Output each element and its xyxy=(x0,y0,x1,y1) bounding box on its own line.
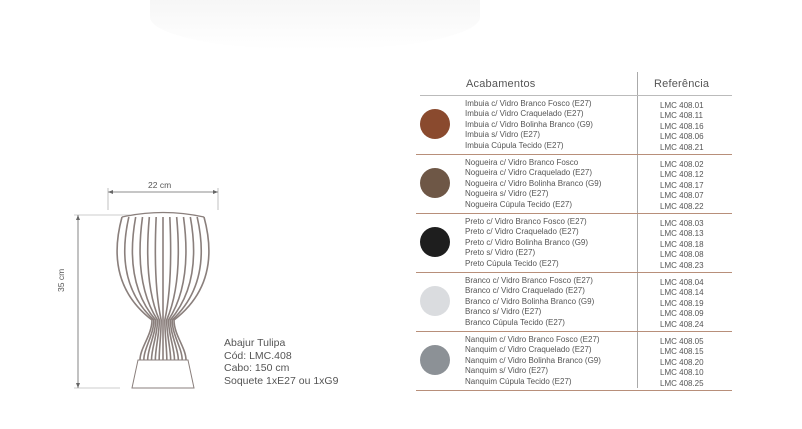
reference-code: LMC 408.08 xyxy=(660,250,704,260)
finish-item: Preto c/ Vidro Bolinha Branco (G9) xyxy=(465,237,589,247)
reference-code: LMC 408.06 xyxy=(660,132,704,142)
reference-code: LMC 408.12 xyxy=(660,170,704,180)
lamp-rib xyxy=(117,217,152,360)
product-code: Cód: LMC.408 xyxy=(224,349,292,362)
finish-group xyxy=(416,273,732,332)
color-swatch xyxy=(420,345,450,375)
reference-list xyxy=(660,337,704,389)
finish-group xyxy=(416,155,732,214)
reference-code: LMC 408.09 xyxy=(660,309,704,319)
finish-list xyxy=(465,276,594,328)
finish-item: Preto c/ Vidro Branco Fosco (E27) xyxy=(465,217,587,226)
width-dimension-label: 22 cm xyxy=(148,180,172,190)
reference-code: LMC 408.14 xyxy=(660,288,704,298)
color-swatch xyxy=(420,168,450,198)
product-cable: Cabo: 150 cm xyxy=(224,362,290,374)
finish-item: Preto s/ Vidro (E27) xyxy=(465,248,536,258)
finishes-table xyxy=(416,72,732,391)
finish-item: Imbuia s/ Vidro (E27) xyxy=(465,130,540,140)
reference-code: LMC 408.03 xyxy=(660,219,704,228)
lamp-rib xyxy=(174,217,209,360)
finish-group xyxy=(416,214,732,273)
finish-item: Nanquim c/ Vidro Bolinha Branco (G9) xyxy=(465,355,601,365)
height-dimension-label: 35 cm xyxy=(56,268,66,292)
finish-item: Nanquim c/ Vidro Branco Fosco (E27) xyxy=(465,335,600,344)
reference-code: LMC 408.20 xyxy=(660,357,704,367)
finish-item: Nogueira c/ Vidro Craquelado (E27) xyxy=(465,168,593,178)
reference-code: LMC 408.16 xyxy=(660,121,704,131)
reference-code: LMC 408.25 xyxy=(660,378,704,388)
reference-code: LMC 408.02 xyxy=(660,160,704,169)
finish-item: Preto c/ Vidro Craquelado (E27) xyxy=(465,227,579,237)
reference-code: LMC 408.04 xyxy=(660,278,704,287)
lamp-rib xyxy=(125,217,154,360)
reference-code: LMC 408.15 xyxy=(660,347,704,357)
color-swatch xyxy=(420,286,450,316)
finish-item: Nanquim c/ Vidro Craquelado (E27) xyxy=(465,345,592,355)
product-socket: Soquete 1xE27 ou 1xG9 xyxy=(224,374,339,387)
finish-item: Nogueira c/ Vidro Branco Fosco xyxy=(465,158,579,167)
reference-code: LMC 408.05 xyxy=(660,337,704,346)
finish-item: Nogueira Cúpula Tecido (E27) xyxy=(465,199,573,209)
finish-item: Nanquim Cúpula Tecido (E27) xyxy=(465,376,572,386)
finish-item: Imbuia Cúpula Tecido (E27) xyxy=(465,140,564,150)
reference-code: LMC 408.24 xyxy=(660,319,704,329)
reference-code: LMC 408.17 xyxy=(660,180,704,190)
finish-item: Nogueira c/ Vidro Bolinha Branco (G9) xyxy=(465,178,602,188)
lamp-illustration xyxy=(56,170,240,400)
table-header xyxy=(416,72,732,96)
finish-list xyxy=(465,158,601,210)
finish-item: Branco s/ Vidro (E27) xyxy=(465,307,542,317)
reference-list xyxy=(660,101,704,153)
finish-item: Imbuia c/ Vidro Branco Fosco (E27) xyxy=(465,99,592,108)
finish-list xyxy=(465,217,588,269)
finish-item: Nogueira s/ Vidro (E27) xyxy=(465,189,549,199)
reference-list xyxy=(660,219,704,271)
reference-code: LMC 408.23 xyxy=(660,260,704,270)
finish-list xyxy=(465,335,601,387)
reference-code: LMC 408.22 xyxy=(660,201,704,211)
color-swatch xyxy=(420,109,450,139)
finish-list xyxy=(465,99,593,151)
reference-code: LMC 408.21 xyxy=(660,142,704,152)
reference-code: LMC 408.11 xyxy=(660,111,703,121)
finish-group xyxy=(416,96,732,155)
lamp-rib xyxy=(172,217,201,360)
reference-code: LMC 408.01 xyxy=(660,101,704,110)
color-swatch xyxy=(420,227,450,257)
reference-code: LMC 408.07 xyxy=(660,191,704,201)
finish-groups xyxy=(416,96,732,391)
reference-code: LMC 408.18 xyxy=(660,239,704,249)
header-reference: Referência xyxy=(654,78,710,90)
product-info xyxy=(224,337,338,387)
product-name: Abajur Tulipa xyxy=(224,337,286,349)
finish-item: Branco Cúpula Tecido (E27) xyxy=(465,317,565,327)
finish-item: Branco c/ Vidro Craquelado (E27) xyxy=(465,286,585,296)
finish-item: Nanquim s/ Vidro (E27) xyxy=(465,366,548,376)
lamp-drawing xyxy=(60,170,240,400)
finish-item: Preto Cúpula Tecido (E27) xyxy=(465,258,559,268)
finish-group xyxy=(416,332,732,391)
reference-code: LMC 408.13 xyxy=(660,229,704,239)
reference-code: LMC 408.10 xyxy=(660,368,704,378)
header-finishes: Acabamentos xyxy=(466,78,536,90)
reference-list xyxy=(660,160,704,212)
finish-item: Branco c/ Vidro Bolinha Branco (G9) xyxy=(465,296,595,306)
finish-item: Imbuia c/ Vidro Bolinha Branco (G9) xyxy=(465,119,593,129)
reference-list xyxy=(660,278,704,330)
reference-code: LMC 408.19 xyxy=(660,298,704,308)
finish-item: Branco c/ Vidro Branco Fosco (E27) xyxy=(465,276,593,285)
background-watermark xyxy=(150,0,480,50)
finish-item: Imbuia c/ Vidro Craquelado (E27) xyxy=(465,109,584,119)
